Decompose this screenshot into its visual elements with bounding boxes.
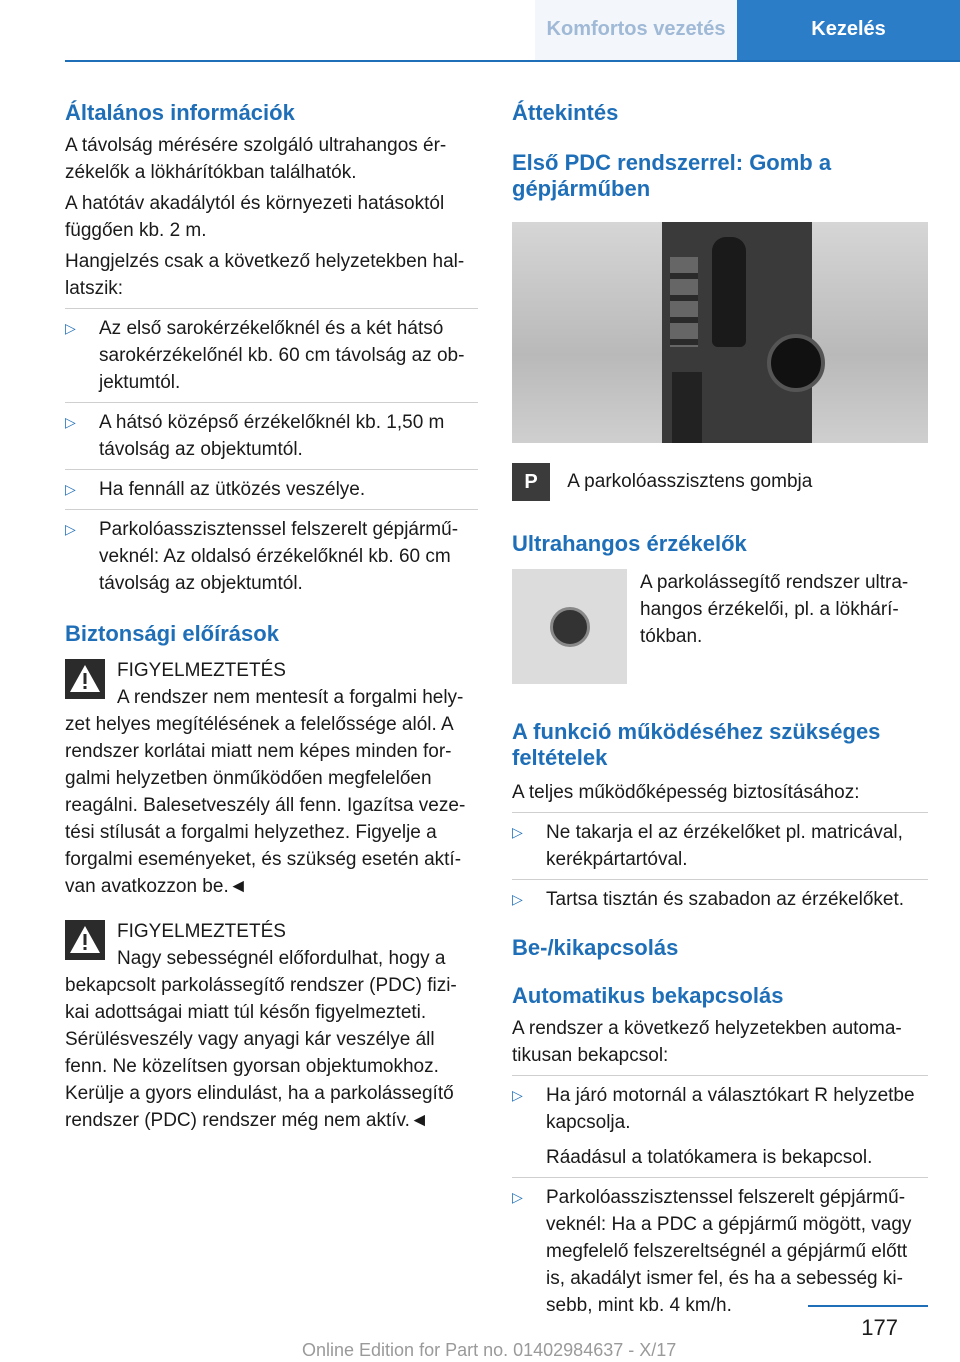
- gear-selector: [712, 237, 746, 347]
- list-item: [65, 409, 478, 463]
- auto-on-heading: Automatikus bekapcsolás: [512, 983, 784, 1009]
- handbrake: [672, 372, 702, 443]
- header-section-title: Komfortos vezetés: [535, 0, 737, 60]
- divider: [65, 509, 478, 510]
- list-item-text: Parkolóasszisztenssel felszerelt gépjármű-veknél: Ha a PDC a gépjármű mögött, vagy megfelelő felszereltségnél a gépjármű előtt is, akadályt ismer fel, és ha a sebesség ki-sebb, mint kb. 4 km/h.: [546, 1187, 912, 1317]
- edition-footer: Online Edition for Part no. 01402984637 - X/17: [302, 1340, 677, 1360]
- list-item: [65, 315, 478, 396]
- divider: [65, 469, 478, 470]
- list-item-extra-text: Ráadásul a tolatókamera is bekapcsol.: [546, 1147, 873, 1169]
- divider: [512, 1075, 928, 1076]
- general-info-paragraph-3: Hangjelzés csak a következő helyzetekben hal-latszik:: [65, 251, 465, 299]
- warning-block-2: [65, 918, 478, 1134]
- requirements-heading: A funkció működéséhez szükséges feltételek: [512, 719, 881, 771]
- divider: [65, 402, 478, 403]
- divider: [65, 308, 478, 309]
- triangle-right-icon: ▷: [512, 1189, 523, 1206]
- triangle-right-icon: ▷: [512, 824, 523, 841]
- parking-assistant-button-icon: P: [512, 463, 550, 501]
- triangle-right-icon: ▷: [65, 481, 76, 497]
- sensor-dot: [550, 607, 590, 647]
- triangle-right-icon: ▷: [512, 891, 523, 908]
- divider: [512, 879, 928, 880]
- list-item-text: A hátsó középső érzékelőknél kb. 1,50 m távolság az objektumtól.: [99, 412, 445, 460]
- warning-block-1: [65, 657, 478, 900]
- sensor-photo: [512, 569, 627, 684]
- onoff-heading: Be-/kikapcsolás: [512, 935, 679, 961]
- list-item: [65, 516, 478, 597]
- auto-on-list: [512, 1082, 928, 1319]
- list-item: [512, 886, 928, 913]
- triangle-right-icon: ▷: [65, 414, 76, 430]
- list-item: [512, 1082, 928, 1171]
- warning-1-label: FIGYELMEZTETÉS: [117, 660, 286, 681]
- list-item-text: Ne takarja el az érzékelőket pl. matricával, kerékpártartóval.: [546, 822, 903, 871]
- list-item-text: Ha járó motornál a választókart R helyzetbe kapcsolja.: [546, 1085, 915, 1134]
- pdc-caption-text: A parkolóasszisztens gombja: [567, 471, 813, 493]
- general-info-paragraph-2: A hatótáv akadálytól és környezeti hatásoktól függően kb. 2 m.: [65, 193, 445, 241]
- triangle-right-icon: ▷: [65, 521, 76, 537]
- sensors-text: A parkolássegítő rendszer ultra-hangos érzékelői, pl. a lökhárí-tókban.: [640, 572, 909, 648]
- list-item-text: Parkolóasszisztenssel felszerelt gépjármű-veknél: Az oldalsó érzékelőknél kb. 60 cm távolság az objektumtól.: [99, 519, 459, 594]
- warning-2-label: FIGYELMEZTETÉS: [117, 921, 286, 942]
- sensors-heading: Ultrahangos érzékelők: [512, 531, 747, 557]
- page-number: 177: [861, 1315, 898, 1340]
- warning-triangle-icon: [65, 920, 105, 960]
- page-number-rule: [808, 1305, 928, 1307]
- general-info-heading: Általános információk: [65, 100, 295, 125]
- safety-heading: Biztonsági előírások: [65, 621, 279, 646]
- console-buttons: [670, 257, 698, 347]
- console-photo: [512, 222, 928, 443]
- overview-heading: Áttekintés: [512, 100, 619, 125]
- list-item-text: Tartsa tisztán és szabadon az érzékelőket.: [546, 889, 905, 911]
- requirements-list: [512, 819, 928, 913]
- list-item: [65, 476, 478, 503]
- distance-list: [65, 315, 478, 597]
- pdc-caption-row: [512, 463, 928, 501]
- divider: [512, 812, 928, 813]
- right-column: [512, 100, 928, 1319]
- page-header: [65, 0, 960, 62]
- list-item-text: Ha fennáll az ütközés veszélye.: [99, 479, 366, 500]
- warning-2-text: Nagy sebességnél előfordulhat, hogy a bekapcsolt parkolássegítő rendszer (PDC) fizi-kai adottságai miatt túl későn figyelmezteti. Sérülésveszély vagy anyagi kár veszélye áll fenn. Ne közelítsen gyorsan objektumokhoz. Kerülje a gyors elindulást, ha a parkolássegítő rendszer (PDC) rendszer még nem aktív.◄: [65, 948, 457, 1131]
- triangle-right-icon: ▷: [65, 320, 76, 336]
- left-column: [65, 100, 478, 1134]
- warning-triangle-icon: [65, 659, 105, 699]
- warning-1-text: A rendszer nem mentesít a forgalmi hely-zet helyes megítélésének a felelőssége alól. A rendszer korlátai miatt nem képes minden for-galmi helyzetben önműködően megfelelően reagálni. Balesetveszély áll fenn. Igazítsa veze-tési stílusát a forgalmi helyzethez. Figyelje a forgalmi eseményeket, és szükség esetén aktí-van avatkozzon be.◄: [65, 687, 466, 897]
- pdc-button-heading: Első PDC rendszerrel: Gomb a gépjárműben: [512, 150, 832, 201]
- sensors-block: [512, 569, 928, 689]
- triangle-right-icon: ▷: [512, 1087, 523, 1104]
- requirements-intro: A teljes működőképesség biztosításához:: [512, 782, 860, 804]
- list-item: [512, 1184, 928, 1319]
- divider: [512, 1177, 928, 1178]
- idrive-controller: [767, 334, 825, 392]
- list-item-text: Az első sarokérzékelőknél és a két hátsó sarokérzékelőnél kb. 60 cm távolság az ob-jektumtól.: [99, 318, 465, 393]
- list-item: [512, 819, 928, 873]
- header-chapter-tab: Kezelés: [737, 0, 960, 60]
- general-info-paragraph-1: A távolság mérésére szolgáló ultrahangos ér-zékelők a lökhárítókban találhatók.: [65, 135, 447, 183]
- auto-on-intro: A rendszer a következő helyzetekben automa-tikusan bekapcsol:: [512, 1018, 902, 1067]
